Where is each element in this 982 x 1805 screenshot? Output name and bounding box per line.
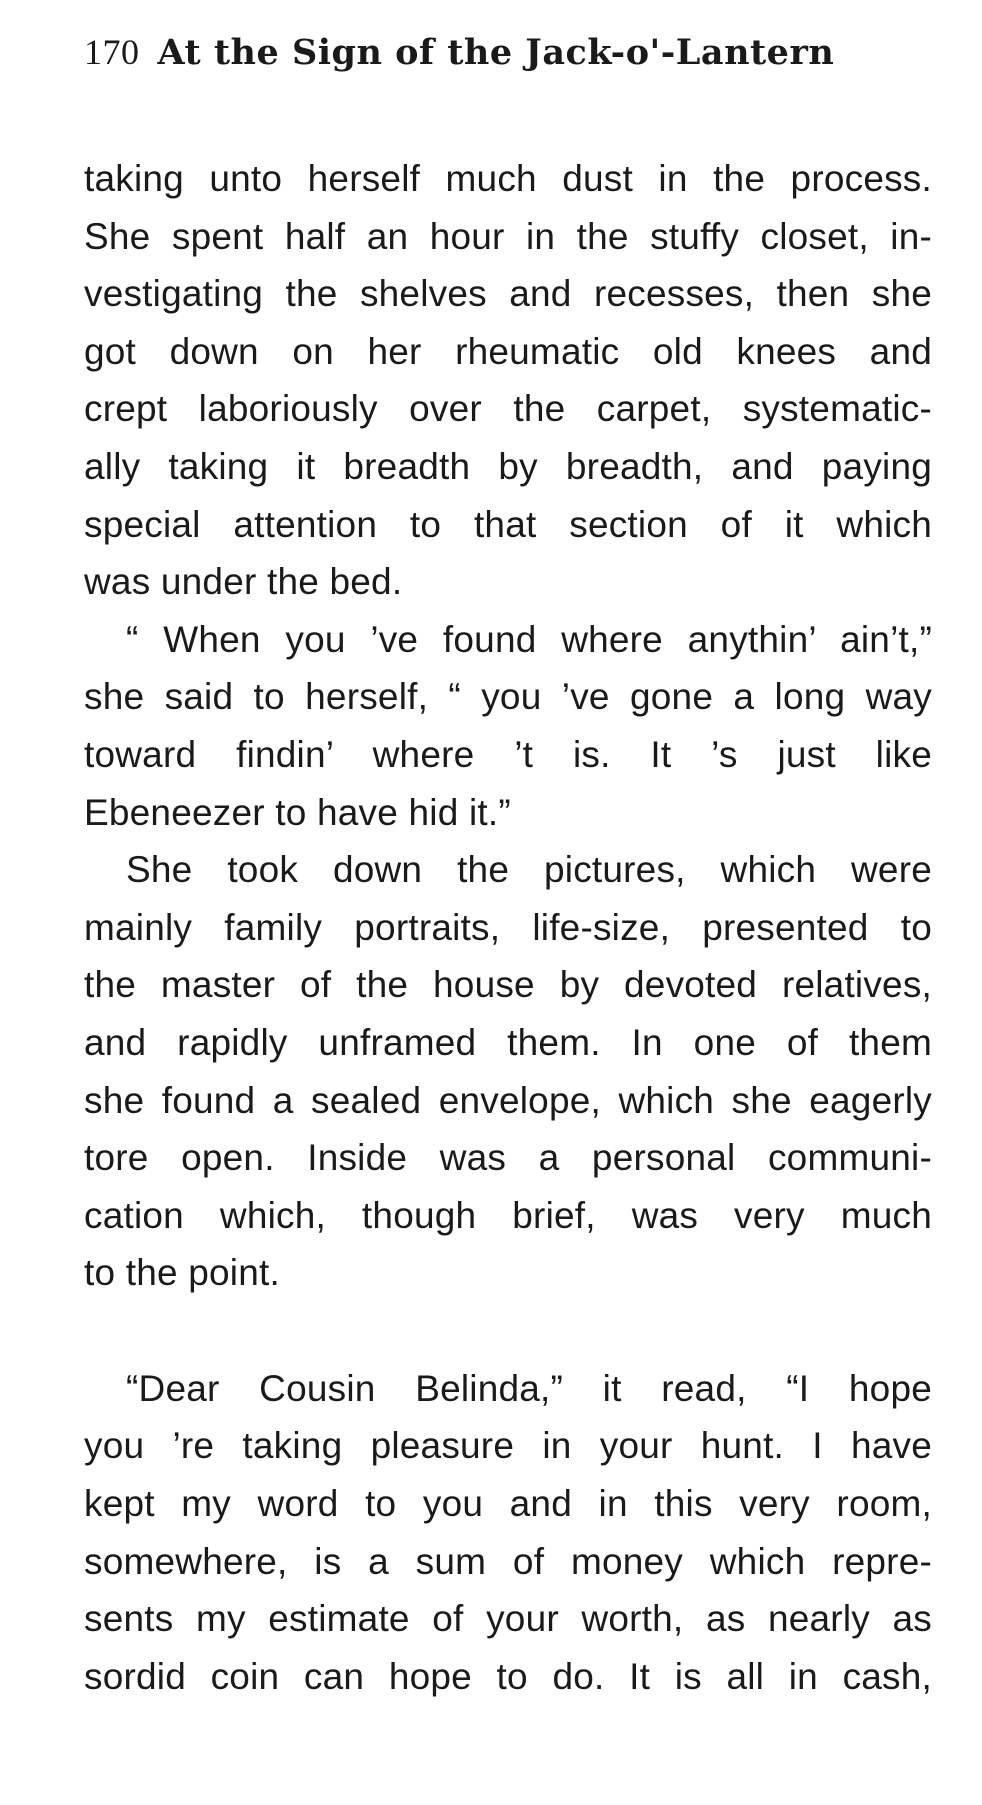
text-line: special attention to that section of it which (84, 503, 932, 545)
text-line: somewhere, is a sum of money which repre- (84, 1540, 932, 1582)
text-line: to the point. (84, 1252, 280, 1294)
running-title: At the Sign of the Jack-o'-Lantern (157, 32, 835, 73)
paragraph (84, 611, 932, 841)
text-line: mainly family portraits, life-size, presented to (84, 906, 932, 948)
page-number: 170 (84, 32, 140, 72)
paragraph (84, 150, 932, 611)
text-line: taking unto herself much dust in the process. (84, 158, 932, 199)
text-line: toward findin’ where ’t is. It ’s just like (84, 733, 932, 775)
text-line: cation which, though brief, was very much (84, 1194, 932, 1236)
text-line: kept my word to you and in this very room, (84, 1483, 932, 1525)
section-break (84, 1302, 932, 1360)
text-line: crept laboriously over the carpet, systematic- (84, 388, 932, 430)
text-line: She spent half an hour in the stuffy closet, in- (84, 215, 932, 257)
text-line: tore open. Inside was a personal communi- (84, 1137, 932, 1179)
text-line: vestigating the shelves and recesses, then she (84, 273, 932, 315)
text-line: Ebeneezer to have hid it.” (84, 791, 511, 833)
text-line: ally taking it breadth by breadth, and paying (84, 445, 932, 487)
text-line: she said to herself, “ you ’ve gone a long way (84, 676, 932, 718)
body-text (84, 150, 932, 1705)
paragraph (84, 1360, 932, 1706)
text-line: you ’re taking pleasure in your hunt. I have (84, 1425, 932, 1467)
running-head (84, 30, 904, 75)
text-line: sordid coin can hope to do. It is all in cash, (84, 1655, 932, 1697)
text-line: “ When you ’ve found where anythin’ ain’t,” (126, 618, 932, 660)
text-line: the master of the house by devoted relatives, (84, 964, 932, 1006)
text-line: got down on her rheumatic old knees and (84, 330, 932, 372)
text-line: and rapidly unframed them. In one of them (84, 1021, 932, 1063)
text-line: sents my estimate of your worth, as nearly as (84, 1598, 932, 1640)
text-line: she found a sealed envelope, which she eagerly (84, 1079, 932, 1121)
text-line: “Dear Cousin Belinda,” it read, “I hope (126, 1367, 932, 1409)
paragraph (84, 841, 932, 1302)
text-line: She took down the pictures, which were (126, 849, 932, 891)
text-line: was under the bed. (84, 561, 403, 603)
